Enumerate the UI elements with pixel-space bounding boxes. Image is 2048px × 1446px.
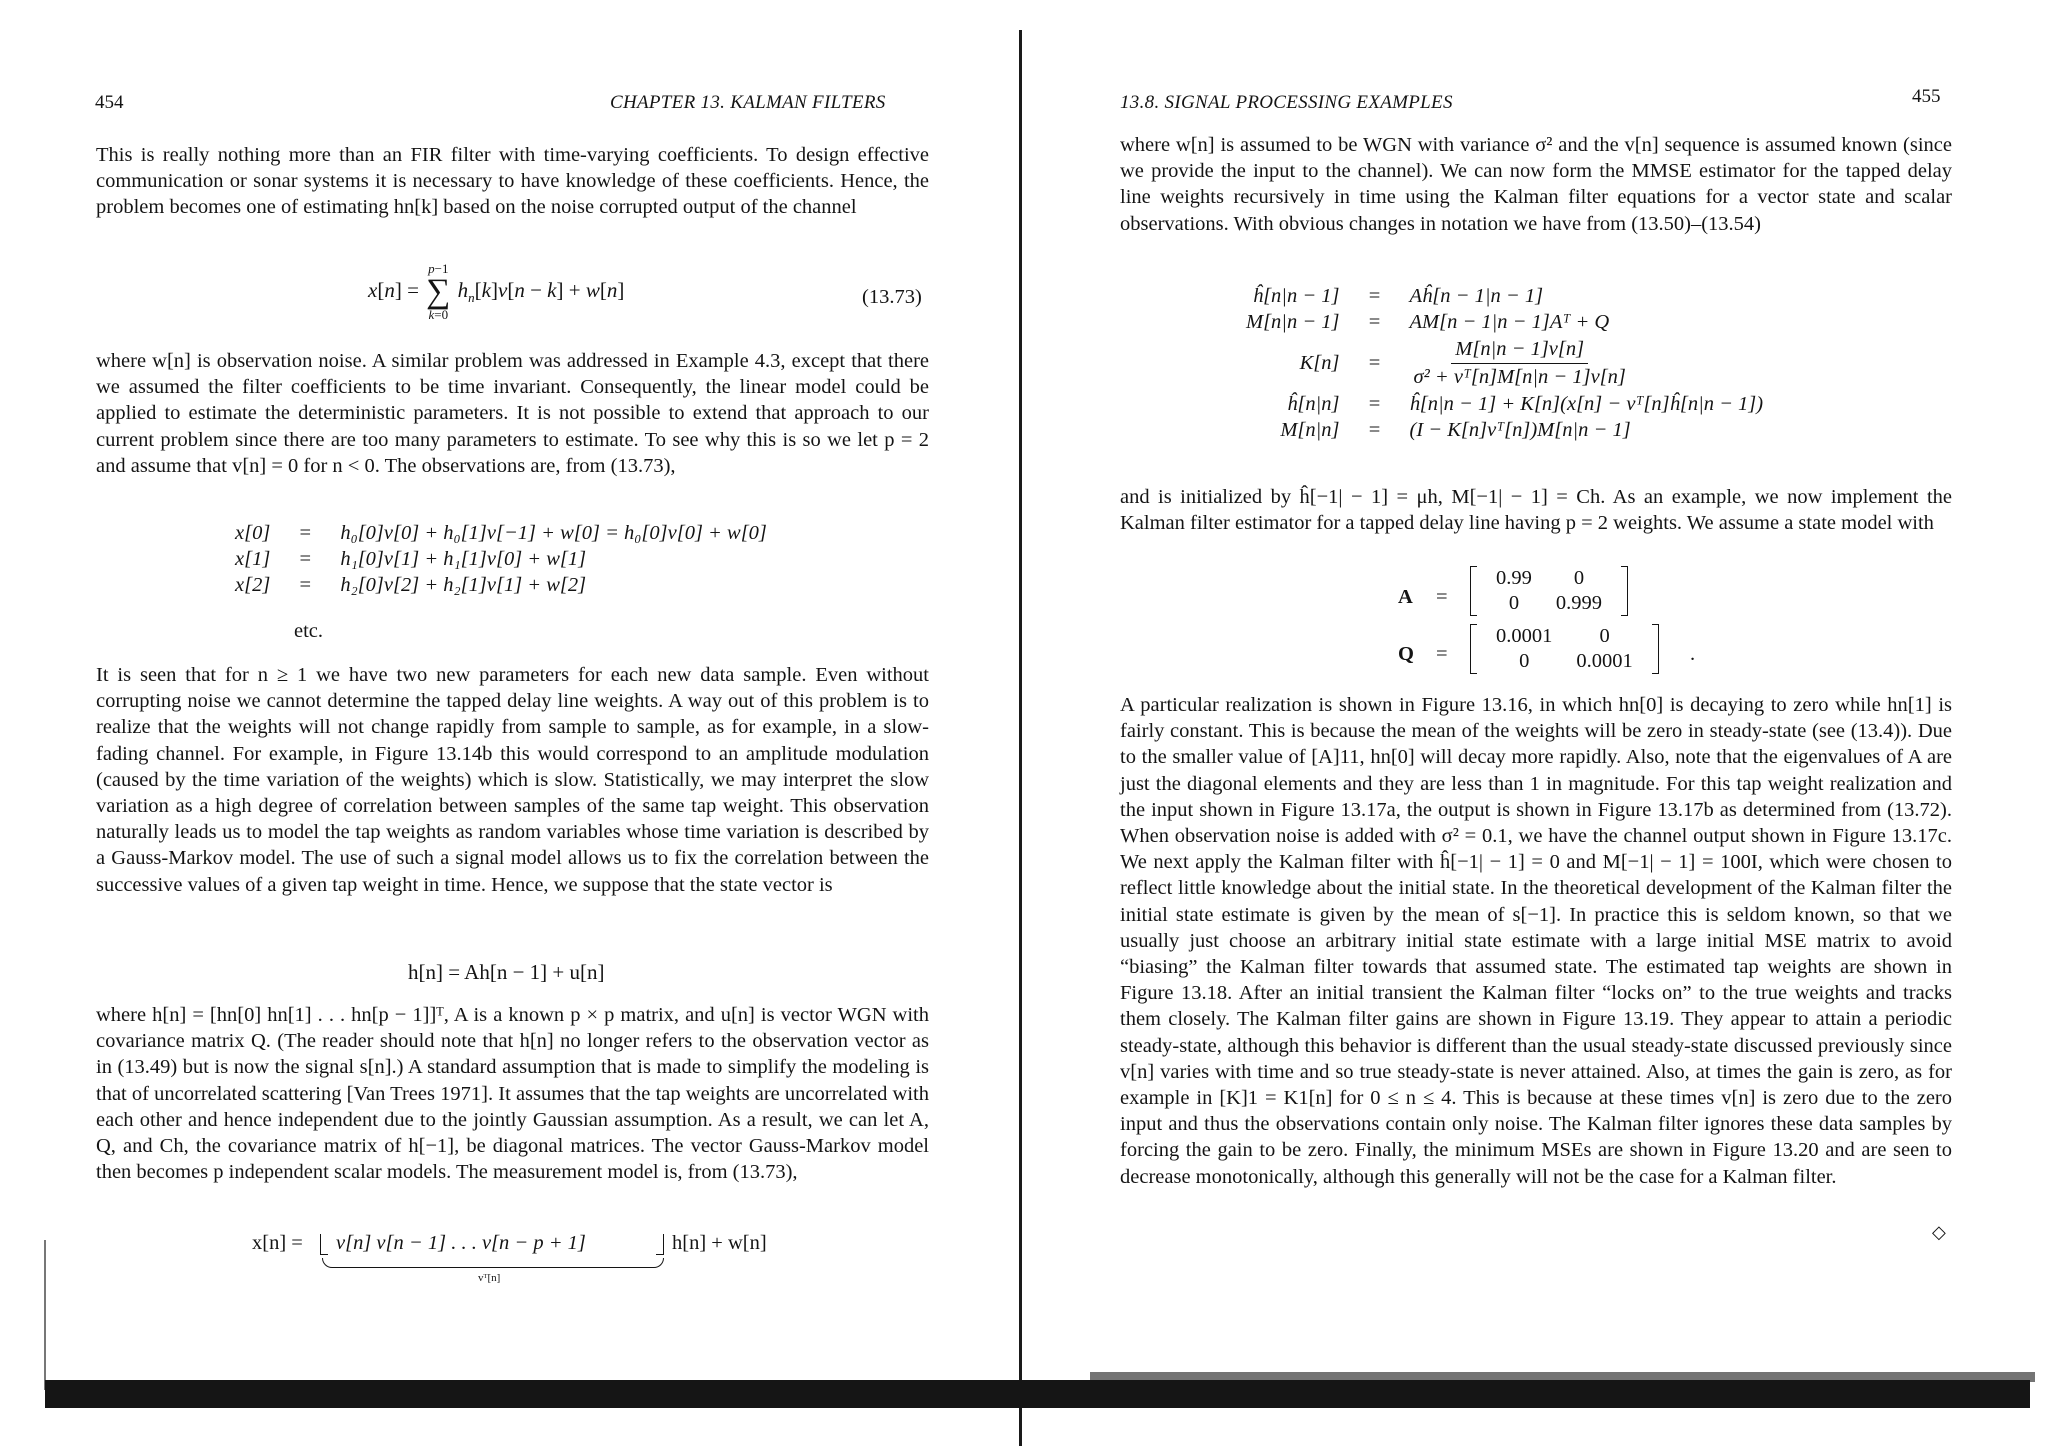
A-matrix — [1470, 566, 1628, 616]
right-para-1: where w[n] is assumed to be WGN with variance σ² and the v[n] sequence is assumed known (since we provide the input to the channel). We can now form the MMSE estimator for the tapped delay line weights recursively in time using the Kalman filter equations for a vector state and scalar observations. With obvious changes in notation we have from (13.50)–(13.54) — [1120, 134, 1952, 235]
obs-lhs: x[2] — [235, 573, 271, 596]
left-running-head: CHAPTER 13. KALMAN FILTERS — [610, 92, 886, 113]
meas-rhs: h[n] + w[n] — [672, 1232, 767, 1254]
left-para-4: where h[n] = [hn[0] hn[1] . . . hn[p − 1]]ᵀ, A is a known p × p matrix, and u[n] is vector WGN with covariance matrix Q. (The reader should note that h[n] no longer refers to the observation vector as in (13.49) but is now the signal s[n].) A standard assumption that is made to simplify the modeling is that of uncorrelated scattering [Van Trees 1971]. It assumes that the tap weights are uncorrelated with each other and hence independent due to the jointly Gaussian assumption. As a result, we can let A, Q, and Ch, the covariance matrix of h[−1], be diagonal matrices. The vector Gauss-Markov model then becomes p independent scalar models. The measurement model is, from (13.73), — [96, 1004, 929, 1184]
kf-row: M[n|n] = (I − K[n]vᵀ[n])M[n|n − 1] — [1246, 417, 1763, 443]
kf-rhs: Aĥ[n − 1|n − 1] — [1409, 284, 1544, 307]
Q-cell: 0.0001 — [1576, 650, 1633, 672]
Q-cell: 0 — [1519, 650, 1530, 672]
scan-bottom-edge — [45, 1380, 2030, 1408]
obs-rhs: h₂[0]v[2] + h₂[1]v[1] + w[2] — [340, 573, 587, 596]
eq-13-73: x[n] = p−1 ∑ k=0 $h_n[k]v[n - k] + w[n]$ — [368, 261, 625, 322]
end-of-example-mark: ◇ — [1932, 1222, 1946, 1242]
obs-row: x[0] = h₀[0]v[0] + h₀[1]v[−1] + w[0] = h₀[0]v[0] + w[0] — [235, 520, 767, 546]
obs-row: x[2] = h₂[0]v[2] + h₂[1]v[1] + w[2] — [235, 572, 767, 598]
right-para-2: and is initialized by ĥ[−1| − 1] = μh, M[−1| − 1] = Ch. As an example, we now implement the Kalman filter estimator for a tapped delay line having p = 2 weights. We assume a state model with — [1120, 486, 1952, 535]
left-para-1: This is really nothing more than an FIR filter with time-varying coefficients. To design effective communication or sonar systems it is necessary to have knowledge of these coefficients. Hence, the problem becomes one of estimating hn[k] based on the noise corrupted output of the channel — [96, 144, 929, 219]
right-page — [1030, 0, 2048, 1446]
right-running-head: 13.8. SIGNAL PROCESSING EXAMPLES — [1120, 92, 1453, 113]
obs-row: x[1] = h₁[0]v[1] + h₁[1]v[0] + w[1] — [235, 546, 767, 572]
kf-lhs: K[n] — [1299, 351, 1340, 374]
kf-lhs: ĥ[n|n − 1] — [1252, 284, 1340, 307]
kf-row: M[n|n − 1] = AM[n − 1|n − 1]Aᵀ + Q — [1246, 309, 1763, 335]
left-para-2: where w[n] is observation noise. A similar problem was addressed in Example 4.3, except that there we assumed the filter coefficients to be time invariant. Consequently, the linear model could be applied to estimate the deterministic parameters. It is not possible to extend that approach to our current problem since there are too many parameters to estimate. To see why this is so we let p = 2 and assume that v[n] = 0 for n < 0. The observations are, from (13.73), — [96, 350, 929, 477]
Q-equals: = — [1436, 643, 1448, 665]
left-page — [0, 0, 1018, 1446]
kf-lhs: M[n|n] — [1280, 418, 1340, 441]
obs-lhs: x[1] — [235, 547, 271, 570]
A-cell: 0 — [1508, 592, 1520, 614]
kf-gain-denominator: σ² + vᵀ[n]M[n|n − 1]v[n] — [1413, 365, 1626, 388]
eq-13-73-label: (13.73) — [862, 286, 922, 308]
left-para-3: It is seen that for n ≥ 1 we have two new parameters for each new data sample. Even without corrupting noise we cannot determine the tapped delay line weights. A way out of this problem is to realize that the weights will not change rapidly from sample to sample, as for example, in a slow-fading channel. For example, in Figure 13.14b this would correspond to an amplitude modulation (caused by the time variation of the weights) which is slow. Statistically, we may interpret the slow variation as a high degree of correlation between samples of the same tap weight. This observation naturally leads us to model the tap weights as random variables whose time variation is described by a Gauss-Markov model. The use of such a signal model allows us to fix the correlation between the successive values of a given tap weight in time. Hence, we suppose that the state vector is — [96, 664, 929, 896]
right-para-3: A particular realization is shown in Figure 13.16, in which hn[0] is decaying to zero while hn[1] is fairly constant. This is because the mean of the weights will be zero in steady-state (see (13.4)). Due to the smaller value of [A]11, hn[0] will decay more rapidly. Also, note that the eigenvalues of A are just the diagonal elements and they are less than 1 in magnitude. For this tap weight realization and the input shown in Figure 13.17a, the output is shown in Figure 13.17b as determined from (13.72). When observation noise is added with σ² = 0.1, we have the channel output shown in Figure 13.17c. We next apply the Kalman filter with ĥ[−1| − 1] = 0 and M[−1| − 1] = 100I, which were chosen to reflect little knowledge about the initial state. In the theoretical development of the Kalman filter the initial state estimate is given by the mean of s[−1]. In practice this is seldom known, so that we usually just choose an arbitrary initial state estimate with a large initial MSE matrix to avoid “biasing” the Kalman filter towards that assumed state. The estimated tap weights are shown in Figure 13.18. After an initial transient the Kalman filter “locks on” to the true weights and tracks them closely. The Kalman filter gains are shown in Figure 13.19. They appear to attain a periodic steady-state, although this behavior is different than the usual steady-state discussed previously since v[n] varies with time and so true steady-state is never attained. Also, at times the gain is zero, as for example in [K]1 = K1[n] for 0 ≤ n ≤ 4. This is because at these times v[n] is zero due to the zero input and thus the observations contain only noise. The Kalman filter ignores these data samples by forcing the gain to be zero. Finally, the minimum MSEs are shown in Figure 13.20 and are seen to decrease monotonically, although this generally will not be the case for a Kalman filter. — [1120, 694, 1952, 1188]
meas-right-bracket — [656, 1234, 664, 1255]
A-cell: 0 — [1573, 567, 1585, 589]
A-cell: 0.99 — [1496, 567, 1532, 589]
A-label: A — [1398, 586, 1413, 608]
meas-left-bracket — [320, 1234, 328, 1255]
A-equals: = — [1436, 586, 1448, 608]
kf-lhs: M[n|n − 1] — [1246, 310, 1340, 333]
obs-rhs: h₀[0]v[0] + h₀[1]v[−1] + w[0] = h₀[0]v[0] + w[0] — [340, 521, 767, 544]
Q-label: Q — [1398, 643, 1414, 665]
left-page-number: 454 — [95, 92, 124, 113]
underbrace-label: vᵀ[n] — [478, 1272, 501, 1284]
obs-rhs: h₁[0]v[1] + h₁[1]v[0] + w[1] — [340, 547, 587, 570]
state-equation: h[n] = Ah[n − 1] + u[n] — [408, 960, 605, 984]
obs-lhs: x[0] — [235, 521, 271, 544]
kalman-equations — [1246, 283, 1763, 443]
Q-cell: 0.0001 — [1496, 625, 1553, 647]
kf-row: ĥ[n|n − 1] = Aĥ[n − 1|n − 1] — [1246, 283, 1763, 309]
kf-row: ĥ[n|n] = ĥ[n|n − 1] + K[n](x[n] − vᵀ[n]ĥ[n|n − 1]) — [1246, 391, 1763, 417]
scan-margin-line — [44, 1240, 46, 1390]
summation-sign: p−1 ∑ k=0 — [426, 261, 451, 322]
kf-lhs: ĥ[n|n] — [1287, 392, 1340, 415]
kf-rhs: (I − K[n]vᵀ[n])M[n|n − 1] — [1409, 418, 1631, 441]
etc-label: etc. — [294, 620, 324, 642]
right-page-number: 455 — [1912, 86, 1941, 107]
meas-lhs: x[n] = — [252, 1232, 303, 1254]
kf-rhs: AM[n − 1|n − 1]Aᵀ + Q — [1409, 310, 1610, 333]
kf-gain-fraction — [1410, 335, 1764, 391]
kf-rhs: ĥ[n|n − 1] + K[n](x[n] − vᵀ[n]ĥ[n|n − 1]) — [1409, 392, 1764, 415]
book-gutter — [1019, 30, 1022, 1446]
meas-row-vector: v[n] v[n − 1] . . . v[n − p + 1] — [336, 1232, 586, 1254]
kf-row: K[n] = $\frac{M[n|n - 1]v[n]}{\text{σ² + vᵀ[n]M[n|n − 1]v[n]}}$ — [1246, 335, 1763, 391]
observation-equations — [235, 520, 767, 598]
underbrace — [322, 1258, 664, 1268]
Q-end-period: . — [1690, 643, 1696, 665]
Q-matrix — [1470, 624, 1659, 674]
Q-cell: 0 — [1599, 625, 1610, 647]
A-cell: 0.999 — [1555, 592, 1602, 614]
kf-gain-numerator: M[n|n − 1]v[n] — [1451, 338, 1588, 364]
